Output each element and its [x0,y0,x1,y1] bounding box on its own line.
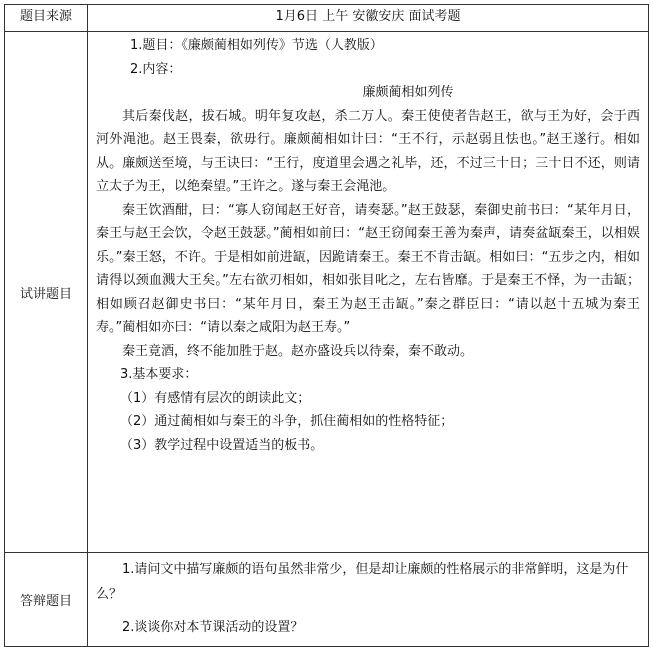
passage-paragraph-3: 秦王竟酒，终不能加胜于赵。赵亦盛设兵以待秦，秦不敢动。 [122,343,474,359]
defense-label: 答辩题目 [5,553,88,647]
source-row [5,5,649,32]
requirements-heading: 3.基本要求： [120,367,198,382]
source-label: 题目来源 [5,5,88,32]
passage-paragraph-2: 秦王饮酒酣，曰：“寡人窃闻赵王好音，请奏瑟。”赵王鼓瑟，秦御史前书曰：“某年月日，秦王与赵王会饮，令赵王鼓瑟。”蔺相如前曰：“赵王窃闻秦王善为秦声，请奏盆缻秦王，以相娱乐。”秦王怒，不许。于是相如前进缻，因跪请秦王。秦王不肯击缻。相如曰：“五步之内，相如请得以颈血溅大王矣。”左右欲刃相如，相如张目叱之，左右皆靡。于是秦王不怿，为一击缻；相如顾召赵御史书曰：“某年月日，秦王为赵王击缻。”秦之群臣曰：“请以赵十五城为秦王寿。”蔺相如亦曰：“请以秦之咸阳为赵王寿。” [96,202,640,335]
requirement-2: （2）通过蔺相如与秦王的斗争，抓住蔺相如的性格特征； [120,414,454,429]
content-heading: 2.内容： [130,61,182,77]
exam-table [4,4,649,647]
defense-question-1: 1.请问文中描写廉颇的语句虽然非常少，但是却让廉颇的性格展示的非常鲜明，这是为什么？ [96,562,629,602]
defense-question-2: 2.谈谈你对本节课活动的设置？ [122,620,304,635]
passage-title: 廉颇蔺相如列传 [362,85,454,100]
passage-paragraph-1: 其后秦伐赵，拔石城。明年复攻赵，杀二万人。秦王使使者告赵王，欲与王为好，会于西河外渑池。赵王畏秦，欲毋行。廉颇蔺相如计曰：“王不行，示赵弱且怯也。”赵王遂行。相如从。廉颇送至境，与王诀曰：“王行，度道里会遇之礼毕，还，不过三十日；三十日不还，则请立太子为王，以绝秦望。”王许之。遂与秦王会渑池。 [96,108,640,194]
trial-lecture-label: 试讲题目 [5,32,88,553]
requirement-1: （1）有感情有层次的朗读此文； [120,390,311,406]
trial-lecture-content [88,32,649,553]
source-value: 1月6日 上午 安徽安庆 面试考题 [88,5,649,32]
defense-content [88,553,649,647]
trial-lecture-row [5,32,649,553]
topic-line: 1.题目：《廉颇蔺相如列传》节选（人教版） [130,38,383,53]
requirement-3: （3）教学过程中设置适当的板书。 [120,437,324,453]
defense-row [5,553,649,647]
